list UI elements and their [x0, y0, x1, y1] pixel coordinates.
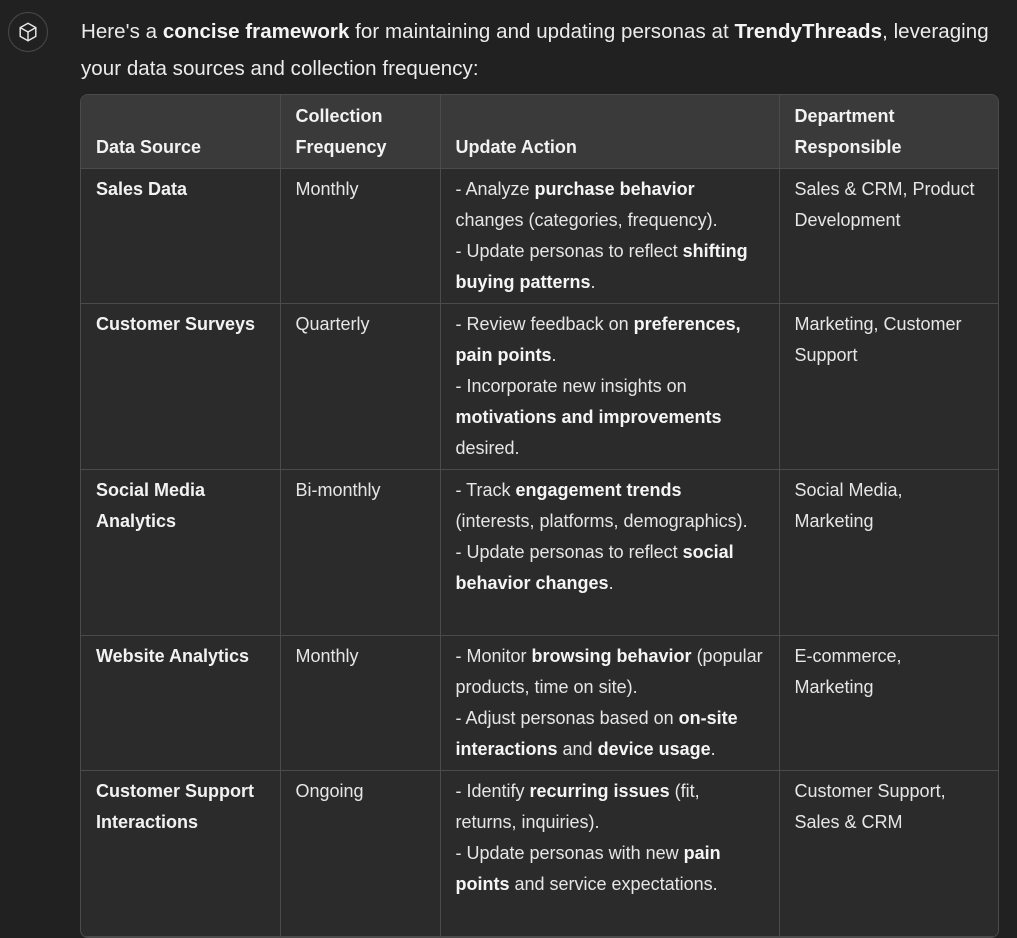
intro-text: , leveraging your data sources and collection frequency:: [81, 20, 989, 80]
action-line: [456, 236, 765, 298]
action-bold: motivations and improvements: [455, 407, 722, 427]
cell-update-action: [440, 304, 779, 470]
action-line: [456, 475, 765, 537]
cell-data-source: Customer Surveys: [81, 304, 280, 470]
action-bold: browsing behavior: [531, 646, 692, 666]
header-collection-frequency: Collection Frequency: [280, 95, 440, 169]
action-text: (fit, returns, inquiries).: [455, 781, 700, 832]
cell-department: Sales & CRM, Product Development: [779, 169, 998, 304]
cell-frequency: Monthly: [280, 169, 440, 304]
action-text: - Identify: [455, 781, 530, 801]
cell-data-source: Website Analytics: [81, 636, 280, 771]
action-line: [456, 838, 765, 900]
action-text: .: [608, 573, 614, 593]
action-text: - Analyze: [455, 179, 535, 199]
action-text: desired.: [455, 438, 520, 458]
header-data-source: Data Source: [81, 95, 280, 169]
cell-frequency: Ongoing: [280, 771, 440, 937]
action-text: changes (categories, frequency).: [455, 210, 718, 230]
table-row: [81, 169, 998, 304]
table-row: [81, 636, 998, 771]
cell-data-source: Customer Support Interactions: [81, 771, 280, 937]
table-row: [81, 304, 998, 470]
header-department: Department Responsible: [779, 95, 998, 169]
table-row: [81, 771, 998, 937]
action-bold: purchase behavior: [534, 179, 695, 199]
action-text: .: [710, 739, 716, 759]
action-text: .: [551, 345, 557, 365]
cell-department: E-commerce, Marketing: [779, 636, 998, 771]
cell-update-action: [440, 169, 779, 304]
assistant-message: [81, 13, 1011, 87]
action-line: [456, 174, 765, 236]
action-text: .: [590, 272, 596, 292]
action-bold: pain points: [455, 843, 721, 894]
cell-department: Social Media, Marketing: [779, 470, 998, 636]
cell-data-source: Sales Data: [81, 169, 280, 304]
action-text: - Monitor: [455, 646, 532, 666]
persona-framework-table: [80, 94, 999, 938]
intro-text: for maintaining and updating personas at: [349, 20, 735, 43]
action-line: [456, 641, 765, 703]
cell-department: Marketing, Customer Support: [779, 304, 998, 470]
openai-logo-icon: [17, 21, 39, 43]
cell-frequency: Monthly: [280, 636, 440, 771]
action-bold: shifting buying patterns: [455, 241, 748, 292]
action-bold: recurring issues: [529, 781, 670, 801]
action-text: - Update personas with new: [455, 843, 684, 863]
intro-paragraph: [81, 13, 1011, 87]
action-text: (popular products, time on site).: [455, 646, 763, 697]
cell-data-source: Social Media Analytics: [81, 470, 280, 636]
cell-update-action: [440, 636, 779, 771]
table-header-row: [81, 95, 998, 169]
intro-bold: TrendyThreads: [734, 20, 883, 43]
intro-text: Here's a: [81, 20, 163, 43]
action-bold: preferences, pain points: [455, 314, 741, 365]
action-line: [456, 776, 765, 838]
table-row: [81, 470, 998, 636]
action-line: [456, 537, 765, 599]
intro-bold: concise framework: [162, 20, 350, 43]
cell-frequency: Bi-monthly: [280, 470, 440, 636]
action-bold: social behavior changes: [455, 542, 734, 593]
cell-update-action: [440, 470, 779, 636]
action-bold: on-site interactions: [455, 708, 738, 759]
action-line: [456, 309, 765, 371]
cell-frequency: Quarterly: [280, 304, 440, 470]
cell-update-action: [440, 771, 779, 937]
action-text: - Update personas to reflect: [455, 542, 683, 562]
action-line: [456, 703, 765, 765]
action-bold: engagement trends: [515, 480, 682, 500]
action-text: - Track: [455, 480, 516, 500]
action-text: - Update personas to reflect: [455, 241, 683, 261]
cell-department: Customer Support, Sales & CRM: [779, 771, 998, 937]
action-text: and: [557, 739, 598, 759]
action-text: (interests, platforms, demographics).: [455, 511, 748, 531]
action-text: - Adjust personas based on: [455, 708, 679, 728]
action-text: - Incorporate new insights on: [455, 376, 687, 396]
action-bold: device usage: [597, 739, 711, 759]
action-text: - Review feedback on: [455, 314, 634, 334]
assistant-avatar: [8, 12, 48, 52]
header-update-action: Update Action: [440, 95, 779, 169]
action-text: and service expectations.: [509, 874, 718, 894]
action-line: [456, 371, 765, 464]
